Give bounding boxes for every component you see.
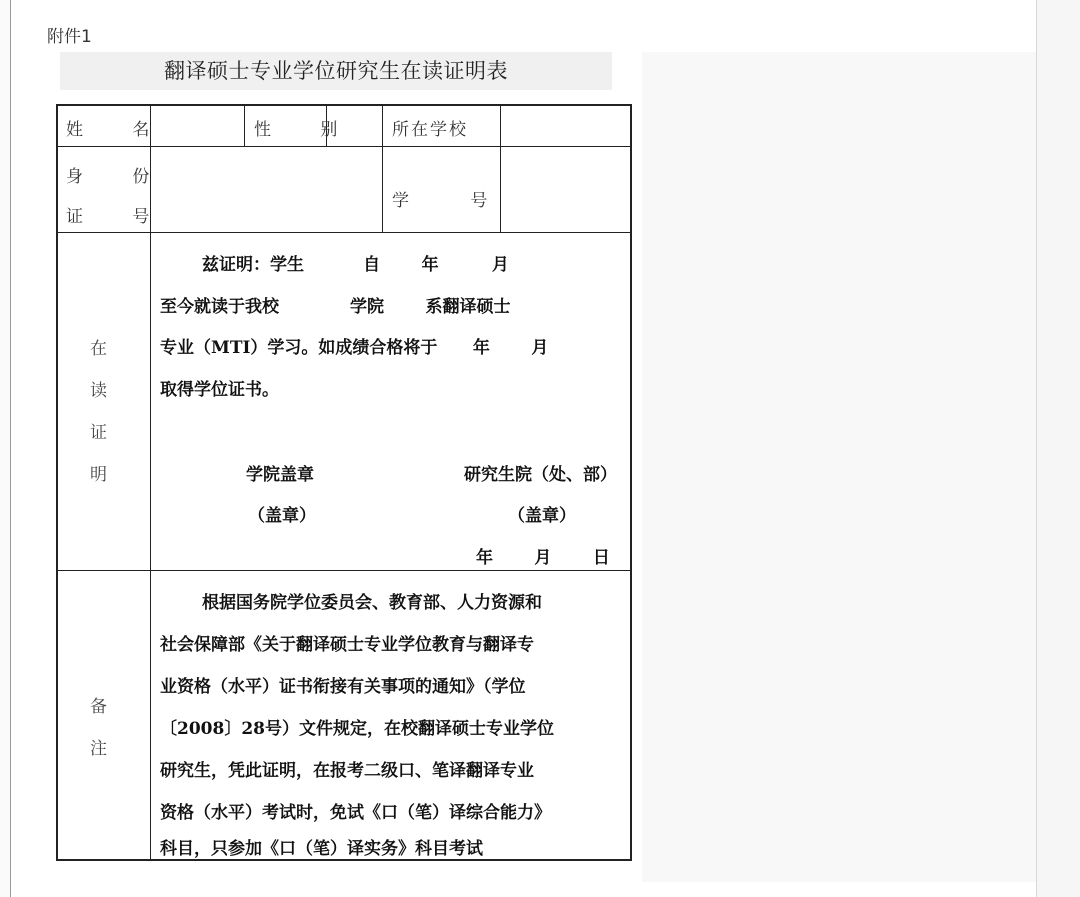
id-number-field[interactable]: [152, 148, 380, 230]
row-divider: [58, 232, 630, 233]
stamp-right: （盖章）: [508, 506, 576, 526]
remarks-label-char: 备: [90, 697, 107, 717]
school-label: 所在学校: [392, 120, 468, 140]
id-label-line1: 身 份: [66, 167, 172, 187]
row-divider: [58, 146, 630, 147]
remarks-text-line: 科目，只参加《口（笔）译实务》科目考试: [160, 839, 483, 859]
page-title: 翻译硕士专业学位研究生在读证明表: [164, 59, 508, 83]
certificate-text-line: 取得学位证书。: [160, 380, 279, 400]
college-stamp-label: 学院盖章: [246, 465, 314, 485]
student-number-label: 学 号: [392, 191, 516, 211]
graduate-school-label: 研究生院（处、部）: [464, 465, 617, 485]
stamp-left: （盖章）: [248, 506, 316, 526]
column-divider: [500, 106, 501, 232]
row-divider: [58, 570, 630, 571]
attachment-label: 附件1: [47, 27, 92, 47]
certificate-label-char: 读: [90, 381, 107, 401]
certificate-label-char: 在: [90, 339, 107, 359]
student-number-field[interactable]: [502, 148, 628, 230]
column-divider: [244, 106, 245, 146]
id-label-line2: 证 号: [66, 207, 172, 227]
school-field[interactable]: [502, 108, 628, 144]
certificate-label-char: 证: [90, 423, 107, 443]
remarks-text-line: 资格（水平）考试时，免试《口（笔）译综合能力》: [160, 803, 551, 823]
certificate-text-line: 专业（MTI）学习。如成绩合格将于 年 月: [160, 338, 549, 358]
date-line: 年 月 日: [476, 548, 610, 568]
remarks-text-line: 根据国务院学位委员会、教育部、人力资源和: [202, 593, 542, 613]
remarks-text-line: 研究生，凭此证明，在报考二级口、笔译翻译专业: [160, 761, 534, 781]
gender-label: 性 别: [254, 120, 360, 140]
window-right-edge: [1036, 0, 1080, 897]
certificate-label-char: 明: [90, 465, 107, 485]
remarks-label-char: 注: [90, 739, 107, 759]
certificate-text-line: 兹证明：学生 自 年 月: [202, 255, 509, 275]
column-divider: [382, 106, 383, 232]
name-label: 姓 名: [66, 120, 172, 140]
window-left-edge: [0, 0, 11, 897]
gender-field[interactable]: [328, 108, 380, 144]
remarks-text-line: 业资格（水平）证书衔接有关事项的通知》（学位: [160, 677, 526, 697]
certificate-text-line: 至今就读于我校 学院 系翻译硕士: [160, 297, 511, 317]
remarks-text-line: 〔2008〕28号）文件规定，在校翻译硕士专业学位: [160, 719, 554, 739]
remarks-text-line: 社会保障部《关于翻译硕士专业学位教育与翻译专: [160, 635, 534, 655]
certificate-form-table: [56, 104, 632, 861]
name-field[interactable]: [152, 108, 242, 144]
